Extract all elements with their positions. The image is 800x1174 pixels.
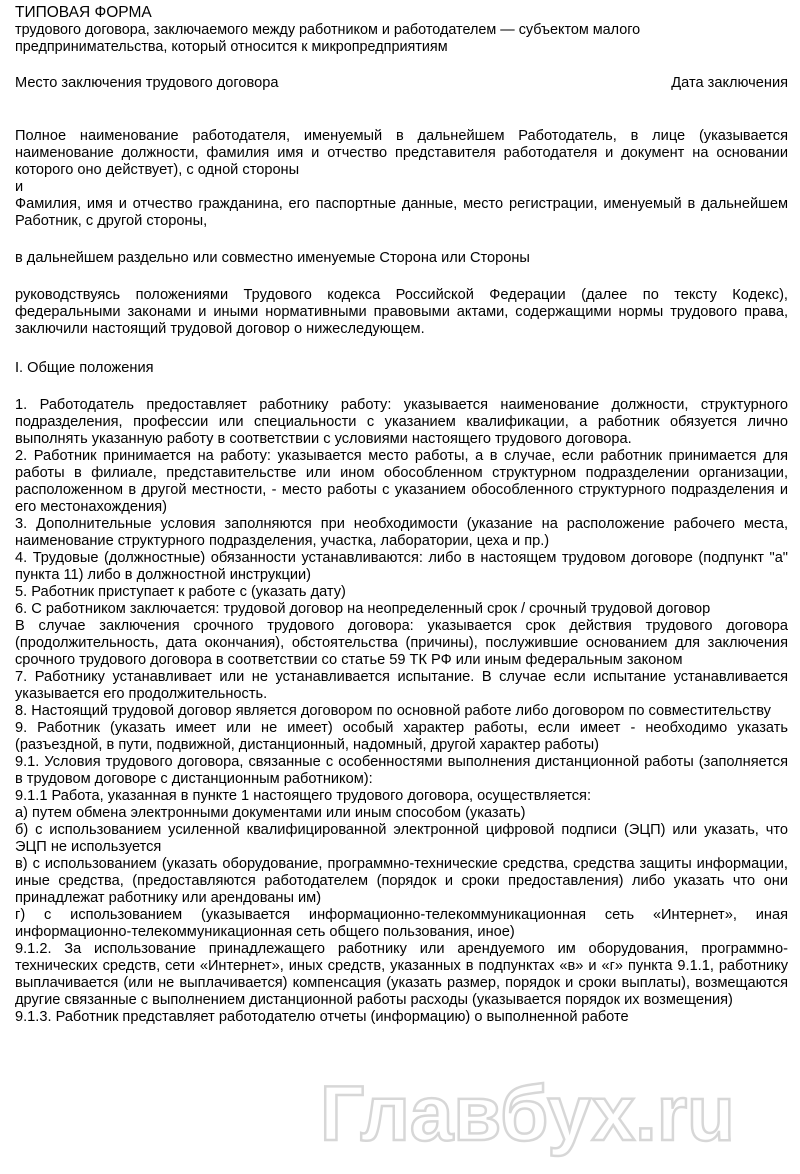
section-items bbox=[15, 397, 788, 1026]
clause-9-1: 9.1. Условия трудового договора, связанные с особенностями выполнения дистанционной работы (заполняется в трудовом договоре с дистанционным работником): bbox=[15, 754, 788, 787]
clause-7: 7. Работнику устанавливает или не устанавливается испытание. В случае если испытание устанавливается указывается его продолжительность. bbox=[15, 669, 788, 702]
clause-5: 5. Работник приступает к работе с (указать дату) bbox=[15, 584, 346, 600]
section-heading: I. Общие положения bbox=[15, 360, 154, 376]
clause-9-1-3: 9.1.3. Работник представляет работодателю отчеты (информацию) о выполненной работе bbox=[15, 1009, 629, 1025]
clause-3: 3. Дополнительные условия заполняются при необходимости (указание на расположение рабочего места, наименование структурного подразделения, участка, лаборатории, цеха и пр.) bbox=[15, 516, 788, 549]
clause-1: 1. Работодатель предоставляет работнику работу: указывается наименование должности, структурного подразделения, профессии или специальности с указанием квалификации, а работник обязуется лично выполнять указанную работу в соответствии с условиями настоящего трудового договора. bbox=[15, 397, 788, 447]
document-subtitle-line-1: трудового договора, заключаемого между работником и работодателем — субъектом малого bbox=[15, 22, 641, 38]
and-conjunction: и bbox=[15, 179, 24, 195]
clause-6-fixed-term: В случае заключения срочного трудового договора: указывается срок действия трудового договора (продолжительность, дата окончания), обстоятельства (причины), послужившие основанием для заключения срочного трудового договора в соответствии со статье 59 ТК РФ или иным федеральным законом bbox=[15, 618, 788, 668]
clause-9-1-1: 9.1.1 Работа, указанная в пункте 1 настоящего трудового договора, осуществляется: bbox=[15, 788, 592, 804]
clause-9-1-1-v: в) с использованием (указать оборудование, программно-технические средства, средства защиты информации, иные средства, (предоставляются работодателем (порядок и сроки предоставления) либо указать что они принадлежат работнику или арендованы им) bbox=[15, 856, 788, 906]
place-of-conclusion: Место заключения трудового договора bbox=[15, 75, 279, 91]
date-of-conclusion: Дата заключения bbox=[671, 75, 788, 91]
document-subtitle-line-2: предпринимательства, который относится к микропредприятиям bbox=[15, 39, 448, 55]
clause-9-1-1-b: б) с использованием усиленной квалифицированной электронной цифровой подписи (ЭЦП) или указать, что ЭЦП не используется bbox=[15, 822, 788, 855]
clause-2: 2. Работник принимается на работу: указывается место работы, а в случае, если работник принимается для работы в филиале, представительстве или ином обособленном структурном подразделении организации, расположенном в другой местности, - место работы с указанием обособленного структурного подразделения и его местонахождения) bbox=[15, 448, 788, 515]
worker-paragraph: Фамилия, имя и отчество гражданина, его паспортные данные, место регистрации, именуемый в дальнейшем Работник, с другой стороны, bbox=[15, 196, 788, 229]
clause-9-1-1-g: г) с использованием (указывается информационно-телекоммуникационная сеть «Интернет», иная информационно-телекоммуникационная сеть общего пользования, иное) bbox=[15, 907, 788, 940]
place-date-row bbox=[15, 75, 788, 92]
employer-paragraph: Полное наименование работодателя, именуемый в дальнейшем Работодатель, в лице (указывается наименование должности, фамилия имя и отчество представителя работодателя и документ на основании которого оно действует), с одной стороны bbox=[15, 128, 788, 178]
clause-9-1-1-a: а) путем обмена электронными документами или иным способом (указать) bbox=[15, 805, 526, 821]
document-title: ТИПОВАЯ ФОРМА bbox=[15, 4, 152, 21]
parties-paragraph: в дальнейшем раздельно или совместно именуемые Сторона или Стороны bbox=[15, 250, 530, 266]
clause-9-1-2: 9.1.2. За использование принадлежащего работнику или арендуемого им оборудования, программно-технических средств, сети «Интернет», иных средств, указанных в подпунктах «в» и «г» пункта 9.1.1, работнику выплачивается (или не выплачивается) компенсация (указать размер, порядок и сроки выплаты), возмещаются другие связанные с выполнением дистанционной работы расходы (указывается порядок их возмещения) bbox=[15, 941, 788, 1008]
watermark-text: Главбух.ru bbox=[320, 1069, 735, 1157]
document-page bbox=[15, 4, 788, 1026]
clause-4: 4. Трудовые (должностные) обязанности устанавливаются: либо в настоящем трудовом договоре (подпункт "а" пункта 11) либо в должностной инструкции) bbox=[15, 550, 788, 583]
guided-paragraph: руководствуясь положениями Трудового кодекса Российской Федерации (далее по тексту Кодекс), федеральными законами и иными нормативными правовыми актами, содержащими нормы трудового права, заключили настоящий трудовой договор о нижеследующем. bbox=[15, 287, 788, 337]
watermark-logo bbox=[300, 1058, 770, 1168]
clause-6: 6. С работником заключается: трудовой договор на неопределенный срок / срочный трудовой договор bbox=[15, 601, 711, 617]
clause-8: 8. Настоящий трудовой договор является договором по основной работе либо договором по совместительству bbox=[15, 703, 771, 719]
clause-9: 9. Работник (указать имеет или не имеет) особый характер работы, если имеет - необходимо указать (разъездной, в пути, подвижной, дистанционный, надомный, другой характер работы) bbox=[15, 720, 788, 753]
